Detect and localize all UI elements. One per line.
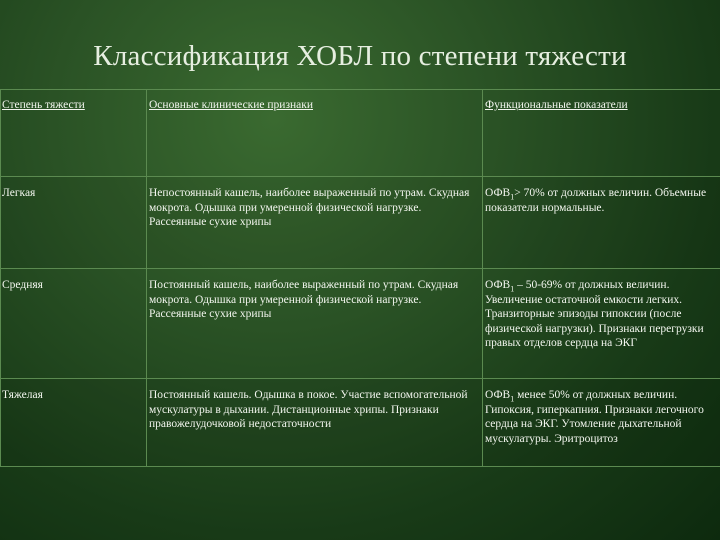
functional-subscript: 1 xyxy=(510,394,515,404)
clinical-cell: Постоянный кашель. Одышка в покое. Участие вспомогательной мускулатуры в дыхании. Дистанционные хрипы. Признаки правожелудочковой недостаточности xyxy=(147,379,483,467)
functional-prefix: ОФВ xyxy=(485,389,511,401)
functional-text: > 70% от должных величин. Объемные показатели нормальные. xyxy=(485,187,707,214)
header-severity: Степень тяжести xyxy=(1,90,147,177)
functional-prefix: ОФВ xyxy=(485,187,511,199)
functional-subscript: 1 xyxy=(510,192,515,202)
clinical-cell: Постоянный кашель, наиболее выраженный по утрам. Скудная мокрота. Одышка при умеренной физической нагрузке. Рассеянные сухие хрипы xyxy=(147,269,483,379)
functional-prefix: ОФВ xyxy=(485,279,511,291)
header-clinical-signs: Основные клинические признаки xyxy=(147,90,483,177)
functional-cell xyxy=(483,269,720,379)
functional-text: – 50-69% от должных величин. Увеличение остаточной емкости легких. Транзиторные эпизоды гипоксии (после физической нагрузки). Признаки перегрузки правых отделов сердца на ЭКГ xyxy=(485,279,704,350)
functional-text: менее 50% от должных величин. Гипоксия, гиперкапния. Признаки легочного сердца на ЭКГ. Утомление дыхательной мускулатуры. Эритроцитоз xyxy=(485,389,704,445)
severity-cell: Легкая xyxy=(1,177,147,269)
functional-subscript: 1 xyxy=(510,284,515,294)
severity-cell: Тяжелая xyxy=(1,379,147,467)
table-row xyxy=(1,177,720,269)
table-header-row xyxy=(1,90,720,177)
header-functional-indicators: Функциональные показатели xyxy=(483,90,720,177)
table-row xyxy=(1,379,720,467)
table-row xyxy=(1,269,720,379)
severity-cell: Средняя xyxy=(1,269,147,379)
slide-title: Классификация ХОБЛ по степени тяжести xyxy=(93,40,627,72)
functional-cell xyxy=(483,379,720,467)
severity-table xyxy=(0,89,720,467)
functional-cell xyxy=(483,177,720,269)
clinical-cell: Непостоянный кашель, наиболее выраженный по утрам. Скудная мокрота. Одышка при умеренной физической нагрузке. Рассеянные сухие хрипы xyxy=(147,177,483,269)
